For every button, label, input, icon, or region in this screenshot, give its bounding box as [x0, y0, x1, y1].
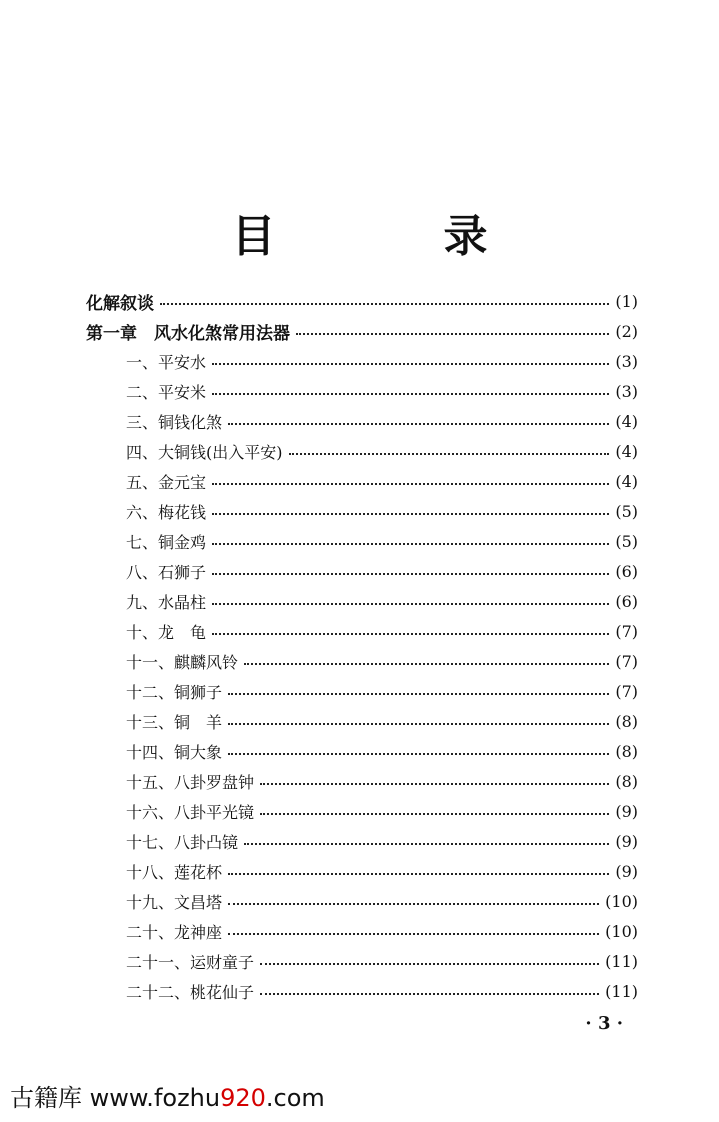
- toc-entry-label: 二、平安米: [126, 382, 207, 402]
- toc-entry-label: 十六、八卦平光镜: [126, 802, 255, 822]
- watermark-suffix: .com: [265, 1084, 325, 1112]
- toc-entry-label: 十三、铜 羊: [126, 712, 223, 732]
- toc-entry[interactable]: [86, 736, 638, 766]
- dot-leader: [244, 663, 609, 665]
- dot-leader: [228, 423, 609, 425]
- dot-leader: [260, 813, 609, 815]
- dot-leader: [228, 753, 609, 755]
- toc-entry-page: (10): [605, 921, 638, 941]
- toc-entry-label: 四、大铜钱(出入平安): [126, 442, 283, 462]
- toc-entry-page: (9): [615, 831, 638, 851]
- dot-leader: [296, 333, 609, 335]
- toc-entry[interactable]: [86, 556, 638, 586]
- toc-entry-label: 十二、铜狮子: [126, 682, 223, 702]
- dot-leader: [212, 513, 609, 515]
- dot-leader: [260, 783, 609, 785]
- watermark: [10, 1078, 325, 1113]
- toc-entry-page: (6): [615, 561, 638, 581]
- dot-leader: [212, 573, 609, 575]
- toc-entry[interactable]: [86, 496, 638, 526]
- toc-entry[interactable]: [86, 856, 638, 886]
- toc-entry[interactable]: [86, 766, 638, 796]
- toc-entry[interactable]: [86, 286, 638, 316]
- toc-entry[interactable]: [86, 796, 638, 826]
- toc-entry-page: (4): [615, 411, 638, 431]
- toc-entry[interactable]: [86, 526, 638, 556]
- toc-entry-page: (3): [615, 381, 638, 401]
- toc-entry-page: (7): [615, 651, 638, 671]
- toc-entry-label: 二十二、桃花仙子: [126, 982, 255, 1002]
- table-of-contents: [86, 286, 638, 1006]
- toc-entry[interactable]: [86, 436, 638, 466]
- page-title: 目 录: [231, 211, 550, 262]
- toc-entry-page: (7): [615, 621, 638, 641]
- toc-entry-page: (10): [605, 891, 638, 911]
- toc-entry-label: 十九、文昌塔: [126, 892, 223, 912]
- toc-entry-label: 二十、龙神座: [126, 922, 223, 942]
- toc-entry-page: (3): [615, 351, 638, 371]
- toc-entry[interactable]: [86, 316, 638, 346]
- toc-entry-label: 九、水晶柱: [126, 592, 207, 612]
- toc-entry-page: (11): [605, 951, 638, 971]
- watermark-accent: 920: [220, 1084, 266, 1112]
- toc-entry[interactable]: [86, 586, 638, 616]
- toc-entry[interactable]: [86, 676, 638, 706]
- dot-leader: [212, 633, 609, 635]
- toc-entry[interactable]: [86, 916, 638, 946]
- toc-entry[interactable]: [86, 976, 638, 1006]
- toc-entry-page: (1): [615, 291, 638, 311]
- toc-entry-label: 十五、八卦罗盘钟: [126, 772, 255, 792]
- toc-entry-page: (7): [615, 681, 638, 701]
- toc-entry-label: 六、梅花钱: [126, 502, 207, 522]
- toc-entry-label: 十、龙 龟: [126, 622, 207, 642]
- dot-leader: [260, 963, 599, 965]
- dot-leader: [244, 843, 609, 845]
- toc-entry-label: 三、铜钱化煞: [126, 412, 223, 432]
- toc-entry-page: (11): [605, 981, 638, 1001]
- dot-leader: [212, 483, 609, 485]
- toc-entry[interactable]: [86, 406, 638, 436]
- toc-entry-label: 十七、八卦凸镜: [126, 832, 239, 852]
- dot-leader: [212, 603, 609, 605]
- toc-entry-page: (8): [615, 741, 638, 761]
- dot-leader: [228, 723, 609, 725]
- toc-entry[interactable]: [86, 466, 638, 496]
- toc-entry-label: 十一、麒麟风铃: [126, 652, 239, 672]
- toc-entry-page: (9): [615, 801, 638, 821]
- toc-entry[interactable]: [86, 616, 638, 646]
- toc-entry-page: (8): [615, 711, 638, 731]
- toc-entry-page: (2): [615, 321, 638, 341]
- toc-entry[interactable]: [86, 706, 638, 736]
- toc-entry[interactable]: [86, 376, 638, 406]
- toc-entry-page: (4): [615, 441, 638, 461]
- toc-entry-page: (5): [615, 531, 638, 551]
- toc-entry-label: 八、石狮子: [126, 562, 207, 582]
- toc-entry-page: (6): [615, 591, 638, 611]
- toc-entry-page: (5): [615, 501, 638, 521]
- toc-entry-page: (9): [615, 861, 638, 881]
- toc-entry[interactable]: [86, 646, 638, 676]
- dot-leader: [228, 933, 599, 935]
- toc-entry-page: (8): [615, 771, 638, 791]
- toc-entry[interactable]: [86, 886, 638, 916]
- toc-entry-label: 十四、铜大象: [126, 742, 223, 762]
- toc-entry[interactable]: [86, 346, 638, 376]
- toc-entry-page: (4): [615, 471, 638, 491]
- dot-leader: [228, 693, 609, 695]
- toc-entry-label: 七、铜金鸡: [126, 532, 207, 552]
- dot-leader: [212, 363, 609, 365]
- dot-leader: [228, 903, 599, 905]
- toc-entry-label: 五、金元宝: [126, 472, 207, 492]
- toc-entry-label: 第一章 风水化煞常用法器: [86, 323, 290, 344]
- dot-leader: [228, 873, 609, 875]
- watermark-prefix: 古籍库 www.fozhu: [10, 1084, 221, 1112]
- dot-leader: [212, 393, 609, 395]
- dot-leader: [160, 303, 609, 305]
- toc-entry[interactable]: [86, 826, 638, 856]
- toc-entry[interactable]: [86, 946, 638, 976]
- dot-leader: [260, 993, 599, 995]
- toc-entry-label: 二十一、运财童子: [126, 952, 255, 972]
- page-number: · 3 ·: [585, 1013, 623, 1034]
- toc-entry-label: 一、平安水: [126, 352, 207, 372]
- toc-entry-label: 十八、莲花杯: [126, 862, 223, 882]
- toc-entry-label: 化解叙谈: [86, 293, 154, 314]
- dot-leader: [212, 543, 609, 545]
- dot-leader: [289, 453, 610, 455]
